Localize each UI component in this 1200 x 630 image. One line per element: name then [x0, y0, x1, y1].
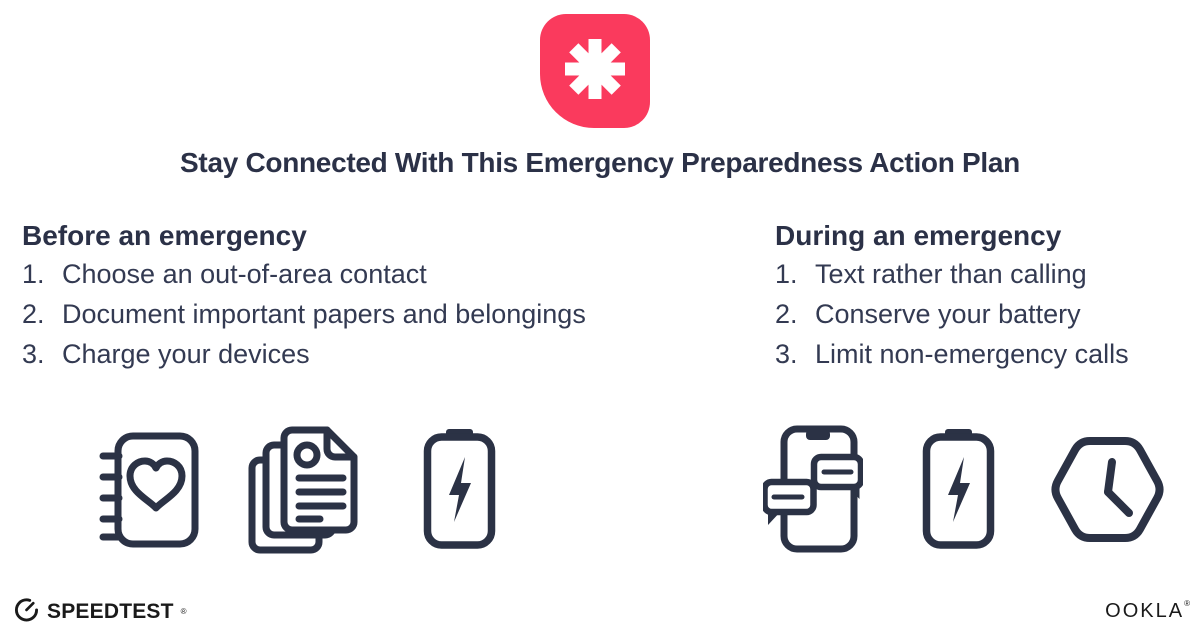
list-item	[775, 339, 1195, 379]
item-text: Limit non-emergency calls	[815, 339, 1129, 369]
list-item	[22, 339, 712, 379]
page-title: Stay Connected With This Emergency Preparedness Action Plan	[180, 147, 1020, 178]
item-number: 2.	[22, 299, 45, 329]
phone-chat-icon	[763, 425, 863, 553]
trademark-mark: ®	[180, 606, 187, 616]
contact-book-icon	[95, 431, 200, 549]
trademark-mark: ®	[1184, 599, 1190, 608]
list-item	[775, 259, 1195, 299]
item-number: 3.	[22, 339, 45, 369]
during-heading: During an emergency	[775, 220, 1062, 251]
item-text: Text rather than calling	[815, 259, 1087, 289]
list-item	[22, 259, 712, 299]
column-during-emergency	[775, 220, 1195, 379]
before-list	[22, 259, 712, 379]
speedtest-logo	[13, 596, 187, 628]
before-heading: Before an emergency	[22, 220, 307, 251]
app-icon-tile	[540, 14, 650, 128]
emergency-asterisk-icon	[563, 37, 627, 106]
list-item	[22, 299, 712, 339]
battery-icon	[421, 429, 498, 549]
ookla-logo	[1105, 600, 1190, 623]
ookla-wordmark: OOKLA	[1105, 600, 1185, 622]
documents-icon	[247, 424, 360, 556]
clock-icon	[1045, 432, 1170, 547]
item-number: 3.	[775, 339, 798, 369]
item-number: 1.	[775, 259, 798, 289]
item-text: Document important papers and belongings	[62, 299, 586, 329]
item-text: Choose an out-of-area contact	[62, 259, 427, 289]
item-number: 2.	[775, 299, 798, 329]
battery-icon	[920, 429, 997, 549]
item-number: 1.	[22, 259, 45, 289]
list-item	[775, 299, 1195, 339]
column-before-emergency	[22, 220, 712, 379]
speedtest-wordmark: SPEEDTEST	[47, 600, 174, 623]
speedtest-gauge-icon	[13, 596, 40, 628]
during-list	[775, 259, 1195, 379]
item-text: Charge your devices	[62, 339, 310, 369]
item-text: Conserve your battery	[815, 299, 1081, 329]
